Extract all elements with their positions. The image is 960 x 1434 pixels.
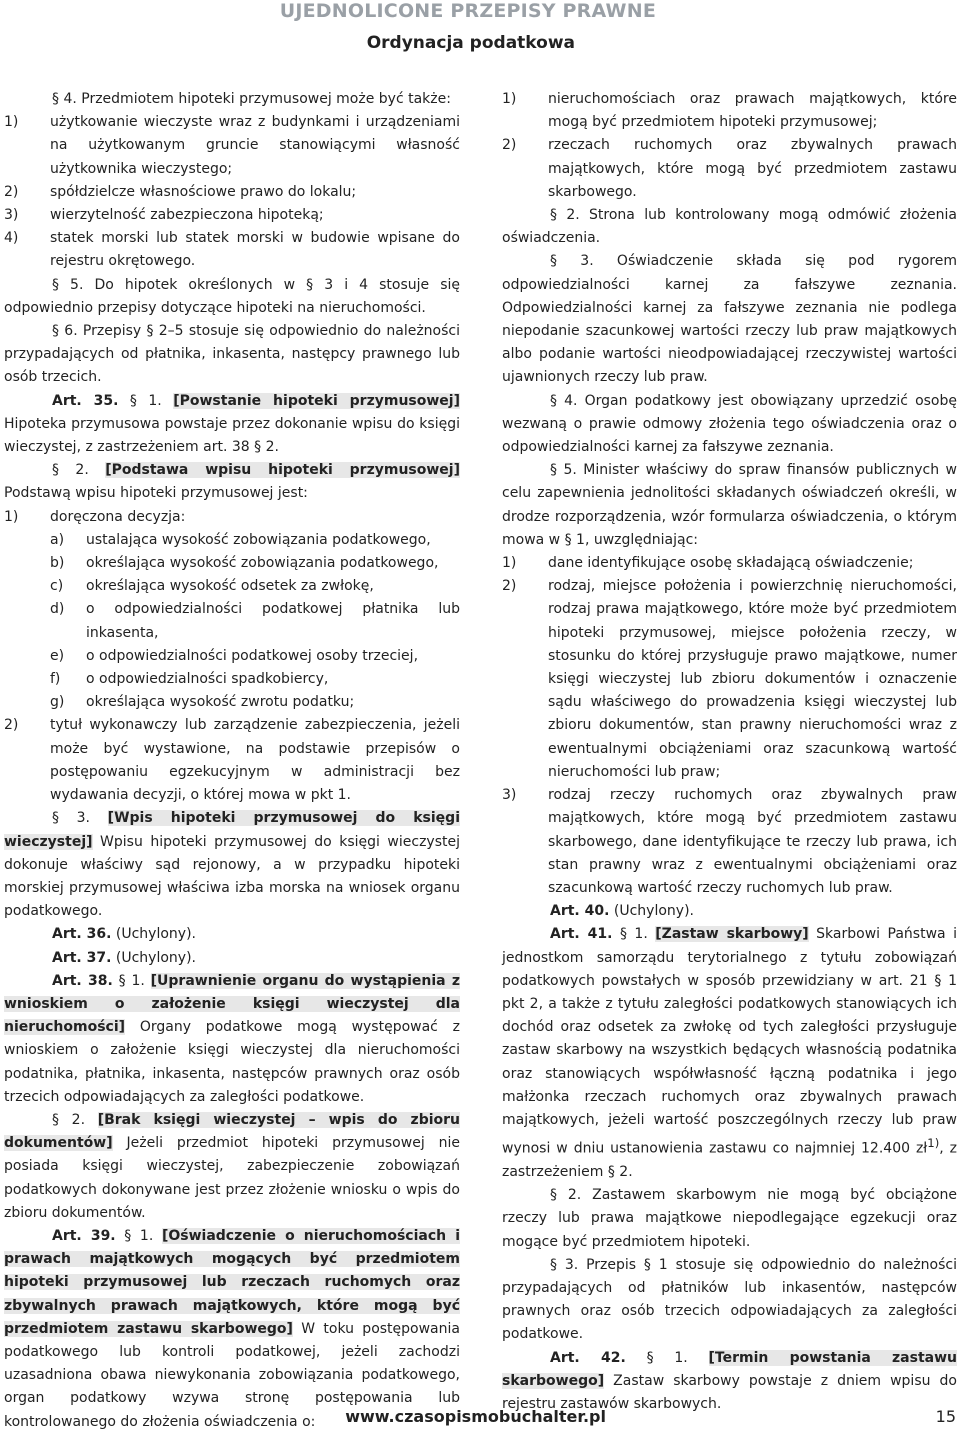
article-number: Art. 40.	[550, 903, 610, 920]
paragraph: § 2. Zastawem skarbowym nie mogą być obciążone rzeczy lub prawa majątkowe niepodlegające egzekucji oraz mogące być przedmiotem hipoteki.	[502, 1187, 957, 1250]
article-number: Art. 39.	[52, 1227, 116, 1244]
article-number: Art. 42.	[550, 1349, 626, 1366]
paragraph: § 4. Przedmiotem hipoteki przymusowej może być także:	[52, 91, 451, 107]
article-number: Art. 36.	[52, 926, 112, 943]
paragraph: § 3. Oświadczenie składa się pod rygorem odpowiedzialności karnej za fałszywe zeznania. Odpowiedzialności karnej za fałszywe zeznania nie podlega niepodanie szacunkowej wartości rzeczy lub praw majątkowych albo podanie wartości nieodpowiadającej rzeczywistej wartości ujawnionych rzeczy lub praw.	[502, 253, 957, 386]
article-number: Art. 35.	[52, 392, 119, 409]
sub-list-item: g) określająca wysokość zwrotu podatku;	[50, 694, 355, 711]
list-item: 1) dane identyfikujące osobę składającą oświadczenie;	[502, 555, 914, 572]
paragraph: § 5. Minister właściwy do spraw finansów publicznych w celu zapewnienia jednolitości składanych oświadczeń określi, w drodze rozporządzenia, wzór formularza oświadczenia, o którym mowa w § 1, uwzględniając:	[502, 462, 957, 548]
article-42: Art. 42. § 1. [Termin powstania zastawu skarbowego] Zastaw skarbowy powstaje z dniem wpisu do rejestru zastawów skarbowych.	[502, 1349, 958, 1413]
paragraph: § 3. Przepis § 1 stosuje się odpowiednio do należności przypadających od płatników lub inkasentów, następców prawnych oraz osób trzecich odpowiadających za zaległości podatkowe.	[502, 1256, 957, 1343]
list-item: 3) rodzaj rzeczy ruchomych oraz zbywalnych praw majątkowych, które mogą być przedmiotem zastawu skarbowego, dane identyfikujące te rzeczy lub prawa, ich stan prawny wraz z ewentualnymi obciążeniami oraz szacunkową wartość rzeczy ruchomych lub praw.	[502, 787, 957, 896]
article-40: Art. 40. (Uchylony).	[550, 903, 694, 920]
article-38: Art. 38. § 1. [Uprawnienie organu do wystąpienia z wnioskiem o założenie księgi wieczystej dla nieruchomości] Organy podatkowe mogą występować z wnioskiem o założenie księgi wieczystej dla nieruchomości podatnika, płatnika, inkasenta, następców prawnych oraz osób trzecich odpowiadających za zaległości podatkowe.	[4, 972, 460, 1105]
page-number: 15	[935, 1407, 956, 1426]
list-item: 2) tytuł wykonawczy lub zarządzenie zabezpieczenia, jeżeli może być wystawione, na podstawie przepisów o postępowaniu egzekucyjnym w administracji bez wydawania decyzji, o której mowa w pkt 1.	[4, 717, 460, 804]
sub-list-item: e) o odpowiedzialności podatkowej osoby trzeciej,	[50, 647, 419, 664]
paragraph: § 5. Do hipotek określonych w § 3 i 4 stosuje się odpowiednio przepisy dotyczące hipoteki na nieruchomości.	[4, 276, 460, 316]
paragraph: § 2. [Podstawa wpisu hipoteki przymusowej] Podstawą wpisu hipoteki przymusowej jest:	[4, 462, 460, 502]
article-heading: [Oświadczenie o nieruchomościach i prawach majątkowych mogących być przedmiotem hipoteki przymusowej lub rzeczach ruchomych oraz zbywalnych prawach majątkowych, które mogą być przedmiotem zastawu skarbowego]	[4, 1227, 460, 1337]
article-heading: [Uprawnienie organu do wystąpienia z wnioskiem o założenie księgi wieczystej dla nieruchomości]	[4, 972, 460, 1036]
paragraph: § 6. Przepisy § 2–5 stosuje się odpowiednio do należności przypadających od płatnika, inkasenta, następcy prawnego lub osób trzecich.	[4, 323, 460, 386]
article-39: Art. 39. § 1. [Oświadczenie o nieruchomościach i prawach majątkowych mogących być przedmiotem hipoteki przymusowej lub rzeczach ruchomych oraz zbywalnych prawach majątkowych, które mogą być przedmiotem zastawu skarbowego] W toku postępowania podatkowego lub kontroli podatkowej, jeżeli zachodzi uzasadniona obawa niewykonania zobowiązania podatkowego, organ podatkowy wzywa stronę postępowania lub kontrolowanego do złożenia oświadczenia o:	[4, 1227, 460, 1430]
left-column	[4, 88, 460, 1434]
page-header-title: UJEDNOLICONE PRZEPISY PRAWNE	[279, 0, 656, 22]
right-column	[502, 88, 957, 1416]
article-41: Art. 41. § 1. [Zastaw skarbowy] Skarbowi Państwa i jednostkom samorządu terytorialnego z tytułu zobowiązań podatkowych powstałych w sposób przewidziany w art. 21 § 1 pkt 2, a także z tytułu zaległości podatkowych stanowiących ich dochód oraz odsetek za zwłokę od tych zaległości przysługuje zastaw skarbowy na wszystkich będących własnością podatnika oraz stanowiących współwłasność łączną podatnika i jego małżonka rzeczach ruchomych oraz zbywalnych prawach majątkowych, jeżeli wartość poszczególnych rzeczy lub praw wynosi w dniu ustanowienia zastawu co najmniej 12.400 $zł^{1)}$, z zastrzeżeniem § 2.	[502, 926, 957, 1180]
paragraph: § 2. Strona lub kontrolowany mogą odmówić złożenia oświadczenia.	[502, 207, 957, 247]
article-heading: [Powstanie hipoteki przymusowej]	[173, 392, 460, 409]
paragraph: § 4. Organ podatkowy jest obowiązany uprzedzić osobę wezwaną o prawie odmowy złożenia tego oświadczenia oraz o odpowiedzialności karnej za fałszywe zeznania.	[502, 392, 957, 456]
sub-list-item: b) określająca wysokość zobowiązania podatkowego,	[50, 555, 439, 572]
list-item: 4) statek morski lub statek morski w budowie wpisane do rejestru okrętowego.	[4, 230, 460, 270]
paragraph: § 3. [Wpis hipoteki przymusowej do księgi wieczystej] Wpisu hipoteki przymusowej do księgi wieczystej dokonuje właściwy sąd rejonowy, a w przypadku hipoteki morskiej przymusowej właściwa izba morska na wniosek organu podatkowego.	[4, 810, 460, 920]
article-heading: [Podstawa wpisu hipoteki przymusowej]	[105, 462, 460, 479]
sub-list-item: a) ustalająca wysokość zobowiązania podatkowego,	[50, 531, 431, 548]
list-item: 2) spółdzielcze własnościowe prawo do lokalu;	[4, 183, 357, 200]
sub-list-item: f) o odpowiedzialności spadkobiercy,	[50, 671, 329, 688]
list-item: 2) rodzaj, miejsce położenia i powierzchnię nieruchomości, rodzaj prawa majątkowego, które może być przedmiotem hipoteki przymusowej, miejsce położenia rzeczy, w stosunku do której przysługuje prawo majątkowe, numer księgi wieczystej lub zbioru dokumentów i oznaczenie sądu właściwego do prowadzenia księgi wieczystej lub zbioru dokumentów, stan prawny nieruchomości wraz z ewentualnymi obciążeniami oraz szacunkową wartość nieruchomości lub praw;	[502, 578, 957, 780]
list-item: 1) doręczona decyzja:	[4, 508, 186, 525]
list-item: 3) wierzytelność zabezpieczona hipoteką;	[4, 207, 324, 224]
list-item: 2) rzeczach ruchomych oraz zbywalnych prawach majątkowych, które mogą być przedmiotem zastawu skarbowego.	[502, 137, 957, 200]
article-36: Art. 36. (Uchylony).	[52, 926, 196, 943]
article-35: Art. 35. § 1. [Powstanie hipoteki przymusowej] Hipoteka przymusowa powstaje przez dokonanie wpisu do księgi wieczystej, z zastrzeżeniem art. 38 § 2.	[4, 392, 460, 456]
article-number: Art. 41.	[550, 926, 613, 943]
article-37: Art. 37. (Uchylony).	[52, 949, 196, 966]
sub-list-item: d) o odpowiedzialności podatkowej płatnika lub inkasenta,	[50, 601, 460, 641]
article-number: Art. 37.	[52, 949, 112, 966]
page-header-subtitle: Ordynacja podatkowa	[366, 33, 575, 53]
article-heading: [Wpis hipoteki przymusowej do księgi wieczystej]	[4, 810, 460, 850]
footer-website-link[interactable]: www.czasopismobuchalter.pl	[345, 1407, 606, 1426]
article-heading: [Brak księgi wieczystej – wpis do zbioru dokumentów]	[4, 1111, 461, 1152]
footnote-marker: 1)	[927, 1136, 940, 1151]
article-heading: [Zastaw skarbowy]	[655, 926, 809, 943]
list-item: 1) użytkowanie wieczyste wraz z budynkami i urządzeniami na użytkowanym gruncie stanowiącymi własność użytkownika wieczystego;	[4, 114, 460, 177]
list-item: 1) nieruchomościach oraz prawach majątkowych, które mogą być przedmiotem hipoteki przymusowej;	[502, 91, 957, 131]
sub-list-item: c) określająca wysokość odsetek za zwłokę,	[50, 578, 374, 595]
article-heading: [Termin powstania zastawu skarbowego]	[502, 1349, 958, 1389]
article-number: Art. 38.	[52, 972, 113, 989]
paragraph: § 2. [Brak księgi wieczystej – wpis do zbioru dokumentów] Jeżeli przedmiot hipoteki przymusowej nie posiada księgi wieczystej, zabezpieczenie zobowiązań podatkowych dokonywane jest przez złożenie wniosku o wpis do zbioru dokumentów.	[4, 1111, 461, 1221]
